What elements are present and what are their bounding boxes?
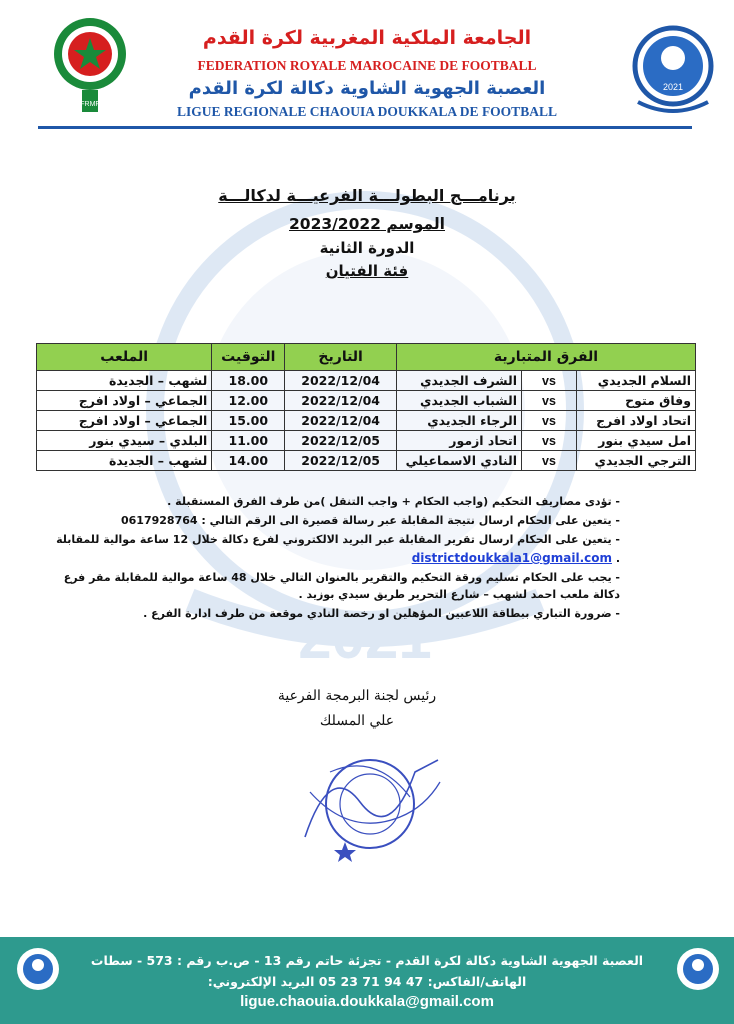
- header-venue: الملعب: [37, 344, 212, 371]
- table-header-row: [37, 344, 696, 371]
- league-arabic-name: العصبة الجهوية الشاوية دكالة لكرة القدم: [188, 78, 546, 99]
- match-date: 2022/12/05: [285, 451, 397, 471]
- match-time: 18.00: [212, 371, 285, 391]
- frmf-logo-text: FRMF: [80, 101, 100, 108]
- footer-band: [0, 937, 734, 1024]
- away-team: الرجاء الجديدي: [397, 411, 522, 431]
- match-time: 11.00: [212, 431, 285, 451]
- match-time: 12.00: [212, 391, 285, 411]
- district-email-link[interactable]: districtdoukkala1@gmail.com: [411, 551, 612, 565]
- footer-contact: الهاتف/الفاكس: 47 94 71 23 05 البريد الإلكتروني:: [207, 974, 527, 989]
- home-team: وفاق متوح: [577, 391, 696, 411]
- versus: vs: [522, 431, 577, 451]
- category-title: فئة الفتيان: [325, 262, 409, 280]
- program-title: برنامـــج البطولـــة الفرعيـــة لدكالـــة: [218, 186, 516, 205]
- note-delivery: - يجب على الحكام تسليم ورقة التحكيم والتقرير بالعنوان التالي خلال 48 ساعة موالية للمقابلة مقر فرع دكالة ملعب احمد لشهب – شارع التحرير طريق سيدي بوزيد .: [63, 571, 620, 601]
- table-row: [37, 391, 696, 411]
- signature-title: رئيس لجنة البرمجة الفرعية: [277, 688, 437, 704]
- note-email-line: districtdoukkala1@gmail.com .: [411, 551, 620, 565]
- match-date: 2022/12/04: [285, 371, 397, 391]
- match-date: 2022/12/05: [285, 431, 397, 451]
- table-row: [37, 371, 696, 391]
- league-logo-icon: [630, 22, 716, 118]
- match-venue: لشهب – الجديدة: [37, 371, 212, 391]
- match-venue: الجماعي – اولاد افرج: [37, 411, 212, 431]
- league-logo-year: 2021: [662, 82, 684, 92]
- signature-name: علي المسلك: [319, 713, 395, 729]
- table-row: [37, 411, 696, 431]
- home-team: الترجي الجديدي: [577, 451, 696, 471]
- versus: vs: [522, 451, 577, 471]
- match-schedule-table: [36, 343, 696, 471]
- footer-logo-right-icon: [674, 945, 722, 995]
- versus: vs: [522, 391, 577, 411]
- match-time: 14.00: [212, 451, 285, 471]
- note-licenses: - ضرورة التباري ببطاقة اللاعبين المؤهلين او رخصة النادي موقعة من طرف ادارة الفرع .: [143, 607, 620, 620]
- instructions-notes: [40, 493, 620, 624]
- away-team: الشباب الجديدي: [397, 391, 522, 411]
- match-venue: الجماعي – اولاد افرج: [37, 391, 212, 411]
- match-venue: لشهب – الجديدة: [37, 451, 212, 471]
- match-date: 2022/12/04: [285, 411, 397, 431]
- federation-french-name: FEDERATION ROYALE MAROCAINE DE FOOTBALL: [197, 58, 537, 73]
- note-email-report: - يتعين على الحكام ارسال تقرير المقابلة عبر البريد الالكتروني لفرع دكالة خلال 12 ساعة موالية للمقابلة: [56, 533, 620, 546]
- note-sms-result: - يتعين على الحكام ارسال نتيجة المقابلة عبر رسالة قصيرة الى الرقم التالي : 0617928764: [121, 514, 620, 527]
- league-french-name: LIGUE REGIONALE CHAOUIA DOUKKALA DE FOOTBALL: [177, 104, 557, 119]
- footer-email[interactable]: ligue.chaouia.doukkala@gmail.com: [240, 993, 494, 1010]
- versus: vs: [522, 411, 577, 431]
- header-divider: [38, 126, 692, 129]
- home-team: امل سيدي بنور: [577, 431, 696, 451]
- table-row: [37, 431, 696, 451]
- match-time: 15.00: [212, 411, 285, 431]
- away-team: الشرف الجديدي: [397, 371, 522, 391]
- season-title: الموسم 2023/2022: [289, 215, 445, 233]
- note-fees: - تؤدى مصاريف التحكيم (واجب الحكام + واجب التنقل )من طرف الفرق المستقبلة .: [167, 495, 620, 508]
- round-title: الدورة الثانية: [319, 239, 415, 257]
- header-date: التاريخ: [285, 344, 397, 371]
- header-teams: الفرق المتبارية: [397, 344, 696, 371]
- svg-text:2021: 2021: [298, 604, 432, 671]
- away-team: اتحاد ازمور: [397, 431, 522, 451]
- letterhead: [0, 0, 734, 135]
- official-stamp-signature: [290, 742, 445, 862]
- home-team: اتحاد اولاد افرج: [577, 411, 696, 431]
- home-team: السلام الجديدي: [577, 371, 696, 391]
- versus: vs: [522, 371, 577, 391]
- match-date: 2022/12/04: [285, 391, 397, 411]
- footer-address: العصبة الجهوية الشاوية دكالة لكرة القدم - تجزئة حاتم رقم 13 - ص.ب رقم : 573 - سطات: [90, 953, 644, 968]
- federation-arabic-name: الجامعة الملكية المغربية لكرة القدم: [202, 27, 532, 49]
- header-time: التوقيت: [212, 344, 285, 371]
- match-venue: البلدي – سيدي بنور: [37, 431, 212, 451]
- away-team: النادي الاسماعيلي: [397, 451, 522, 471]
- table-row: [37, 451, 696, 471]
